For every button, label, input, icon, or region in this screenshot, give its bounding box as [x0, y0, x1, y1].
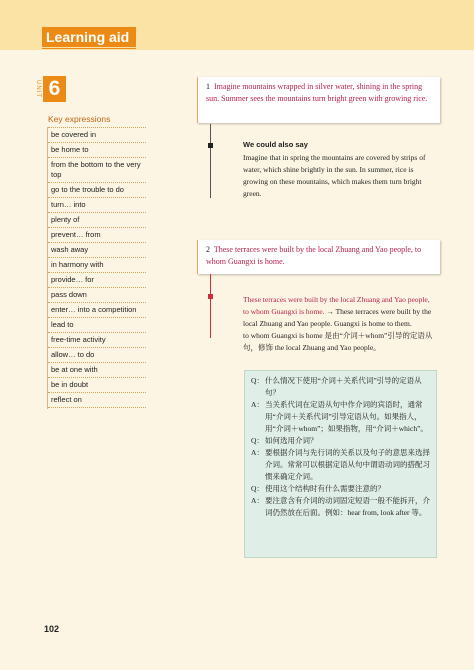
expression-item: be home to	[48, 142, 146, 157]
expression-item: be in doubt	[48, 377, 146, 392]
note-2-line-lower	[210, 299, 211, 338]
expression-item: be covered in	[48, 127, 146, 142]
unit-number: 6	[43, 76, 66, 102]
note-2-red-text: These terraces were built by the local Zhuang and Yao people, to whom Guangxi is home.	[243, 295, 430, 316]
expression-item: from the bottom to the very top	[48, 157, 146, 182]
note-2-line	[210, 274, 211, 294]
note-1-box	[197, 77, 440, 123]
expression-item: turn… into	[48, 197, 146, 212]
expression-item: in harmony with	[48, 257, 146, 272]
note-1-quote: Imagine mountains wrapped in silver water, shining in the spring sun. Summer sees the mountains turn bright green with growing rice.	[206, 82, 428, 103]
unit-label: UNIT	[35, 80, 41, 98]
qa-text: 要根据介词与先行词的关系以及句子的意思来选择介词。常常可以根据定语从句中谓语动词的搭配习惯来确定介词。	[265, 448, 430, 481]
qa-label: Q：	[251, 436, 264, 445]
qa-row	[251, 435, 430, 447]
note-1-number: 1	[206, 82, 210, 91]
expression-item: pass down	[48, 287, 146, 302]
expression-item: go to the trouble to do	[48, 182, 146, 197]
expression-item: plenty of	[48, 212, 146, 227]
note-2-number: 2	[206, 245, 210, 254]
qa-row	[251, 495, 430, 519]
expression-item: prevent… from	[48, 227, 146, 242]
note-2-explanation	[243, 294, 435, 354]
qa-label: Q：	[251, 376, 264, 385]
expression-item: provide… for	[48, 272, 146, 287]
also-say-text: Imagine that in spring the mountains are covered by strips of water, which shine brightly in the sun. In summer, rice is growing on these mountains, which makes them turn bright green.	[243, 153, 426, 198]
qa-row	[251, 375, 430, 399]
also-say-title: We could also say	[243, 140, 308, 149]
qa-label: Q：	[251, 484, 264, 493]
note-2-box	[197, 240, 440, 274]
qa-row	[251, 399, 430, 435]
note-1-line-lower	[210, 148, 211, 198]
qa-text: 使用这个结构时有什么需要注意的？	[265, 484, 385, 493]
expression-item: enter… into a competition	[48, 302, 146, 317]
title-underline	[42, 48, 136, 49]
qa-row	[251, 447, 430, 483]
expression-item: free-time activity	[48, 332, 146, 347]
qa-text: 当关系代词在定语从句中作介词的宾语时，通常用“介词＋关系代词”引导定语从句。如果指人，用“介词＋whom”；如果指物，用“介词＋which”。	[265, 400, 428, 433]
qa-label: A：	[251, 400, 264, 409]
note-2-grammar: to whom Guangxi is home 是由“介词＋whom”引导的定语从句，修饰 the local Zhuang and Yao people。	[243, 331, 433, 352]
expression-item: wash away	[48, 242, 146, 257]
qa-row	[251, 483, 430, 495]
sidebar-title: Key expressions	[48, 114, 111, 124]
note-2-rewrite: → These terraces were built by the local Zhuang and Yao people. Guangxi is home to them.	[243, 307, 432, 328]
expression-item: allow… to do	[48, 347, 146, 362]
expression-item: be at one with	[48, 362, 146, 377]
expression-item: lead to	[48, 317, 146, 332]
qa-panel	[244, 370, 437, 558]
note-1-line	[210, 124, 211, 143]
qa-text: 什么情况下使用“介词＋关系代词”引导的定语从句？	[265, 376, 422, 397]
section-title: Learning aid	[42, 27, 136, 47]
qa-text: 如何选用介词？	[265, 436, 318, 445]
page-number: 102	[44, 624, 60, 634]
qa-text: 要注意含有介词的动词固定短语一般不能拆开，介词仍然放在后面。例如：hear from, look after 等。	[265, 496, 430, 517]
expression-item: reflect on	[48, 392, 146, 408]
qa-label: A：	[251, 496, 264, 505]
expression-list	[48, 127, 146, 408]
qa-label: A：	[251, 448, 264, 457]
note-2-quote: These terraces were built by the local Zhuang and Yao people, to whom Guangxi is home.	[206, 245, 422, 266]
key-expressions-sidebar	[48, 111, 146, 408]
